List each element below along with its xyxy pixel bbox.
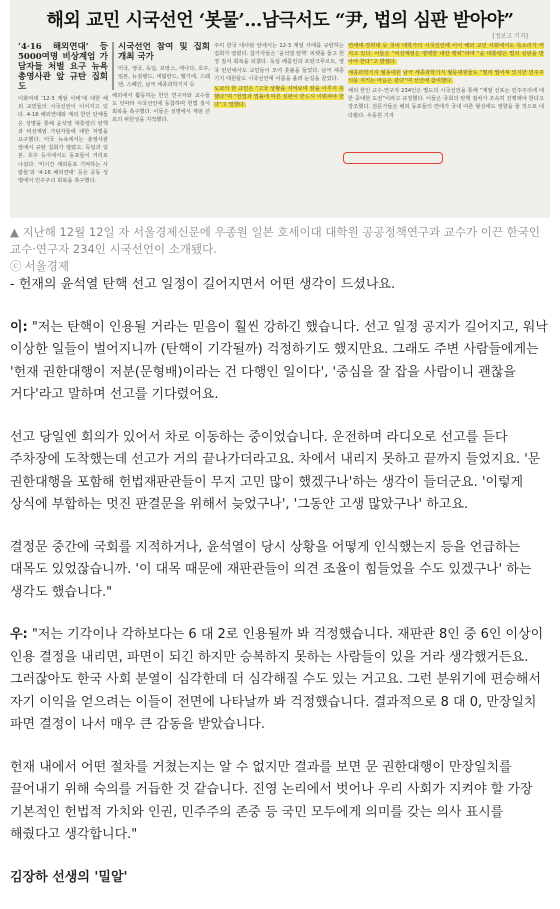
- answer-woo-paragraph-2: 헌재 내에서 어떤 절차를 거쳤는지는 알 수 없지만 결과를 보면 문 권한대행이 만장일치를 끌어내기 위해 숙의를 거듭한 것 같습니다. 진영 논리에서 벗어나 우리 사회가 지켜야 할 가장 기본적인 헌법적 가치와 인권, 민주주의 존중 등 국민 모두에게 의미를 갖는 의사 표시를 해줬다고 생각합니다.": [10, 759, 533, 842]
- clipping-column-4-text: 해외 한인 교수·연구자 234인은 별도의 시국선언을 통해 “계엄 선포는 민주주의에 대한 중대한 도전”이라고 규정했다. 이들은 국회의 탄핵 절차가 조속히 진행돼야 한다고 강조했다. 전문가들은 해외 동포들의 연대가 국내 여론 형성에도 영향을 줄 것으로 내다봤다. 우동원 기자: [348, 88, 544, 119]
- answer-lee-paragraph-1: [10, 317, 550, 407]
- answer-lee-paragraph-2: 선고 당일엔 회의가 있어서 차로 이동하는 중이었습니다. 운전하며 라디오로 선고를 듣다 주차장에 도착했는데 선고가 거의 끝나가더라고요. 차에서 내리지 못하고 끝까지 들었지요. '문 권한대행을 포함해 헌법재판관들이 무지 고민 많이 했겠구나'하는 생각이 들더군요. '이렇게 상식에 부합하는 멋진 판결문을 위해서 늦었구나', '그동안 고생 많았구나' 하고요.: [10, 429, 541, 512]
- clipping-column-2: [112, 42, 210, 218]
- section-title: 김장하 선생의 '밀알': [10, 869, 128, 885]
- clipping-subheadline: ‘4·16 해외연대’ 등 5000여명 비상계엄 가담자들 처벌 요구 뉴욕 총영사관 앞 규탄 집회도: [18, 42, 108, 92]
- article-body: [10, 274, 550, 909]
- clipping-highlighted-paragraph-bottom: 남극 세종과학기지 월동대원들도 “멀리 떨어져 있지만 민주주의를 지키는 마음은 같다”며 선언에 참여했다.: [348, 69, 544, 84]
- answer-lee-text-1: "저는 탄핵이 인용될 거라는 믿음이 훨씬 강하긴 했습니다. 선고 일정 공지가 길어지고, 워낙 이상한 일들이 벌어지니까 (탄핵이 기각될까) 걱정하기도 했지만요. 그래도 주변 사람들에게는 '헌재 권한대행이 저분(문형배)이라는 건 다행인 일이다', '중심을 잘 잡을 사람이니 괜찮을 거다'라고 말하며 선고를 기다렸어요.: [10, 319, 548, 402]
- clipping-column-2-text: 해외에서 활동하는 한인 연구자와 교수들도 잇따라 시국선언에 동참하며 헌법 질서 회복을 촉구했다. 이들은 성명에서 계엄 선포의 위헌성을 지적했다.: [112, 92, 210, 124]
- image-credit: [10, 258, 72, 274]
- clipping-boxed-phrase: 세종과학기지 월동대원: [348, 69, 401, 76]
- answer-woo-paragraph-1: [10, 624, 550, 737]
- red-circle-annotation: [343, 152, 443, 164]
- clipping-column-3: [214, 42, 344, 218]
- copyright-icon: ⓒ: [10, 259, 22, 273]
- clipping-highlighted-paragraph-top: 연세대·경희대 등 국내 대학가의 시국선언에 이어 해외 교민 사회에서도 목소리가 커지고 있다. 이들은 “비상계엄은 명백한 내란 행위”라며 “윤 대통령은 법의 심판을 받아야 한다”고 밝혔다.: [348, 43, 544, 66]
- newspaper-clipping-image: [10, 0, 550, 218]
- clipping-sidebar-text: 미국, 영국, 독일, 프랑스, 캐나다, 호주, 일본, 뉴질랜드, 네덜란드, 벨기에, 스웨덴, 스페인, 남극 세종과학기지 등: [118, 66, 210, 89]
- speaker-label-woo: 우:: [10, 627, 28, 642]
- clipping-byline: [정보고 기자]: [492, 33, 528, 40]
- clipping-sidebar-title: 시국선언 참여 및 집회 개최 국가: [118, 42, 210, 62]
- image-credit-label: 서울경제: [24, 259, 69, 273]
- speaker-label-lee: 이:: [10, 319, 28, 335]
- clipping-column-1-text: 이화여대 ‘12·3 계엄 사태’에 대한 해외 교민들의 시국선언이 이어지고 있다. 4·16 해외연대와 재외 한인 단체들은 성명을 통해 윤석열 대통령의 탄핵과 비상계엄 가담자들에 대한 처벌을 요구했다. 미국 뉴욕에서는 총영사관 앞에서 규탄 집회가 열렸고, 독일과 일본, 호주 등지에서도 동포들이 거리로 나섰다. ‘미시간 재외동포 기억하는 사람들’과 ‘4·16 해외연대’ 등은 공동 성명에서 민주주의 회복을 촉구했다.: [18, 96, 108, 185]
- clipping-column-4: [348, 42, 544, 218]
- interview-question: - 헌재의 윤석열 탄핵 선고 일정이 길어지면서 어떤 생각이 드셨나요.: [10, 277, 396, 292]
- image-caption: ▲ 지난해 12월 12일 자 서울경제신문에 우종원 일본 호세이대 대학원 공공정책연구과 교수가 이끈 한국인 교수·연구자 234인 시국선언이 소개됐다.: [10, 225, 540, 256]
- clipping-highlighted-quote: 도쿄의 한 교민은 “고국 상황을 지켜보며 잠을 이루지 못했다”며 “헌법과 법률에 따른 심판이 반드시 이뤄져야 한다”고 말했다.: [214, 86, 344, 109]
- clipping-headline: 해외 교민 시국선언 ‘봇물’…남극서도 “尹, 법의 심판 받아야”: [46, 10, 514, 31]
- clipping-column-1: [18, 42, 108, 218]
- answer-woo-text-1: "저는 기각이나 각하보다는 6 대 2로 인용될까 봐 걱정했습니다. 재판관 8인 중 6인 이상이 인용 결정을 내리면, 파면이 되긴 하지만 승복하지 못하는 사람들이 있을 거라 생각했거든요. 그러잖아도 한국 사회 분열이 심각한데 더 심각해질 수도 있는 거고요. 그런 분위기에 편승해서 자기 이익을 얻으려는 이들이 전면에 나타날까 봐 걱정했습니다. 결과적으로 8 대 0, 만장일치 파면 결정이 나서 매우 큰 감동을 받았습니다.: [10, 627, 544, 732]
- clipping-column-3-text: 주미 한국 대사관 앞에서는 12·3 계엄 사태를 규탄하는 집회가 열렸다. 참가자들은 ‘윤석열 탄핵’ 피켓을 들고 헌정 질서 회복을 외쳤다. 독일 베를린과 프랑크푸르트, 영국 런던에서도 교민들이 모여 촛불을 들었다. 남극 세종기지 대원들도 시국선언에 이름을 올려 눈길을 끌었다.: [214, 43, 344, 82]
- answer-lee-paragraph-3: 결정문 중간에 국회를 지적하거나, 윤석열이 당시 상황을 어떻게 인식했는지 등을 언급하는 대목도 있었잖습니까. '이 대목 때문에 재판관들이 의견 조율이 힘들었을 수도 있겠구나' 하는 생각도 했습니다.": [10, 539, 532, 600]
- clipping-sidebar-box: [112, 42, 210, 90]
